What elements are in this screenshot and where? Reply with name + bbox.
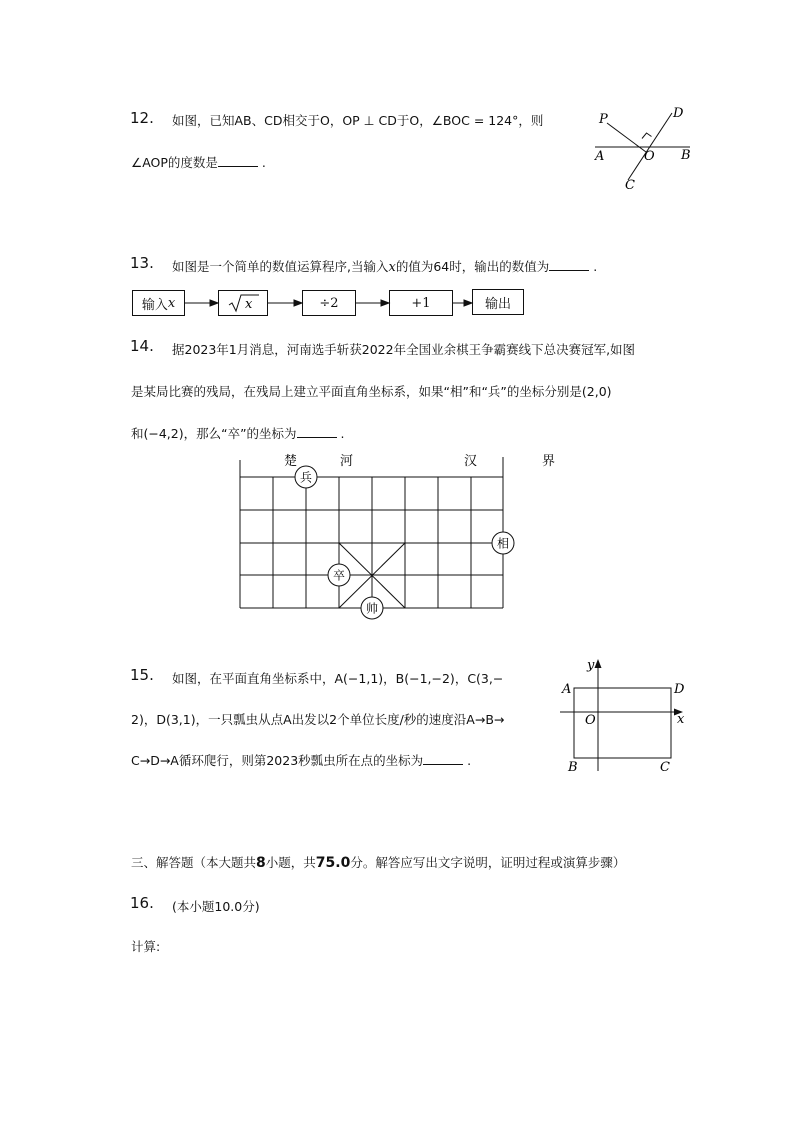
- label-y: y: [587, 658, 595, 673]
- q13-end: .: [589, 259, 598, 274]
- ray-op: [607, 123, 646, 152]
- q14-line3-prefix: 和(−4,2)，那么“卒”的坐标为: [131, 426, 297, 441]
- arrow-icon: [294, 300, 302, 306]
- q15-text-line1: 如图，在平面直角坐标系中，A(−1,1)，B(−1,−2)，C(3,−: [172, 671, 504, 686]
- q16-number: 16.: [130, 894, 154, 912]
- q15-line3-prefix: C→D→A循环爬行，则第2023秒瓢虫所在点的坐标为: [131, 753, 424, 768]
- arrow-icon: [210, 300, 218, 306]
- label-d: D: [673, 106, 684, 121]
- piece-shuai-label: 帅: [365, 601, 379, 616]
- label-d: D: [674, 682, 685, 697]
- y-axis-arrow-icon: [595, 659, 602, 668]
- q15-line3-suffix: .: [463, 753, 472, 768]
- arrow-icon: [381, 300, 389, 306]
- label-o: O: [585, 713, 596, 728]
- section3-prefix: 三、解答题（本大题共: [131, 855, 257, 870]
- q15-figure: [555, 655, 695, 777]
- q14-line3-suffix: .: [336, 426, 345, 441]
- piece-shuai: [361, 597, 383, 619]
- q15-text-line2: 2)，D(3,1)，一只瓢虫从点A出发以2个单位长度/秒的速度沿A→B→: [131, 712, 505, 727]
- q13-number: 13.: [130, 254, 154, 272]
- section3-score: 75.0: [315, 855, 351, 871]
- q16-calc-label: 计算:: [131, 939, 161, 954]
- label-a: A: [595, 149, 605, 164]
- q15-answer-blank[interactable]: [423, 752, 463, 765]
- q15-text-line3: [131, 751, 471, 769]
- q12-text-line2: [131, 153, 266, 171]
- q12-figure: [590, 100, 700, 195]
- arrow-icon: [464, 300, 472, 306]
- q14-answer-blank[interactable]: [297, 425, 337, 438]
- river-label-he: 河: [340, 454, 354, 469]
- q15-number: 15.: [130, 666, 154, 684]
- flow-plus-box: +1: [389, 290, 453, 316]
- q12-number: 12.: [130, 109, 154, 127]
- label-c: C: [625, 178, 635, 193]
- q13-text-suffix: 的值为64时，输出的数值为: [395, 259, 550, 274]
- label-o: O: [644, 149, 655, 164]
- section3-mid: 小题，共: [265, 855, 316, 870]
- label-a: A: [562, 682, 572, 697]
- q14-text-line3: [131, 424, 345, 442]
- section3-count: 8: [256, 855, 266, 871]
- piece-xiang-label: 相: [496, 536, 510, 551]
- flow-input-var: x: [167, 295, 176, 311]
- q13-text: [172, 257, 597, 275]
- label-b: B: [568, 760, 578, 775]
- q12-line2-prefix: ∠AOP的度数是: [131, 155, 218, 170]
- flow-input-box: [132, 290, 185, 316]
- flow-sqrt-var: x: [245, 297, 253, 312]
- chess-board-figure: [230, 450, 570, 622]
- label-p: P: [599, 112, 608, 127]
- river-label-chu: 楚: [284, 454, 298, 469]
- q12-line2-suffix: .: [257, 155, 266, 170]
- piece-bing: [295, 466, 317, 488]
- right-angle-mark: [642, 133, 652, 139]
- q14-text-line2: 是某局比赛的残局，在残局上建立平面直角坐标系，如果“相”和“兵”的坐标分别是(2,0): [131, 384, 612, 399]
- label-b: B: [681, 148, 691, 163]
- section3-suffix: 分。解答应写出文字说明，证明过程或演算步骤）: [350, 855, 626, 870]
- q13-answer-blank[interactable]: [549, 258, 589, 271]
- q12-answer-blank[interactable]: [218, 154, 258, 167]
- piece-xiang: [492, 532, 514, 554]
- section3-heading: [131, 853, 625, 871]
- river-label-han: 汉: [464, 454, 478, 469]
- q16-points: (本小题10.0分): [172, 899, 260, 914]
- q14-number: 14.: [130, 337, 154, 355]
- q14-text-line1: 据2023年1月消息，河南选手斩获2022年全国业余棋王争霸赛线下总决赛冠军,如图: [172, 342, 636, 357]
- flow-output-box: 输出: [472, 289, 524, 315]
- piece-bing-label: 兵: [299, 470, 313, 485]
- piece-zu-label: 卒: [332, 568, 346, 583]
- flow-input-label: 输入: [141, 297, 168, 313]
- flow-divide-box: ÷2: [302, 290, 356, 316]
- piece-zu: [328, 564, 350, 586]
- q13-var: x: [388, 260, 396, 275]
- q12-text-line1: 如图，已知AB、CD相交于O，OP ⊥ CD于O，∠BOC = 124°，则: [172, 113, 544, 128]
- river-label-jie: 界: [542, 454, 556, 469]
- q13-text-prefix: 如图是一个简单的数值运算程序,当输入: [172, 259, 389, 274]
- label-c: C: [660, 760, 670, 775]
- label-x: x: [677, 712, 685, 727]
- flow-arrows: [185, 295, 475, 311]
